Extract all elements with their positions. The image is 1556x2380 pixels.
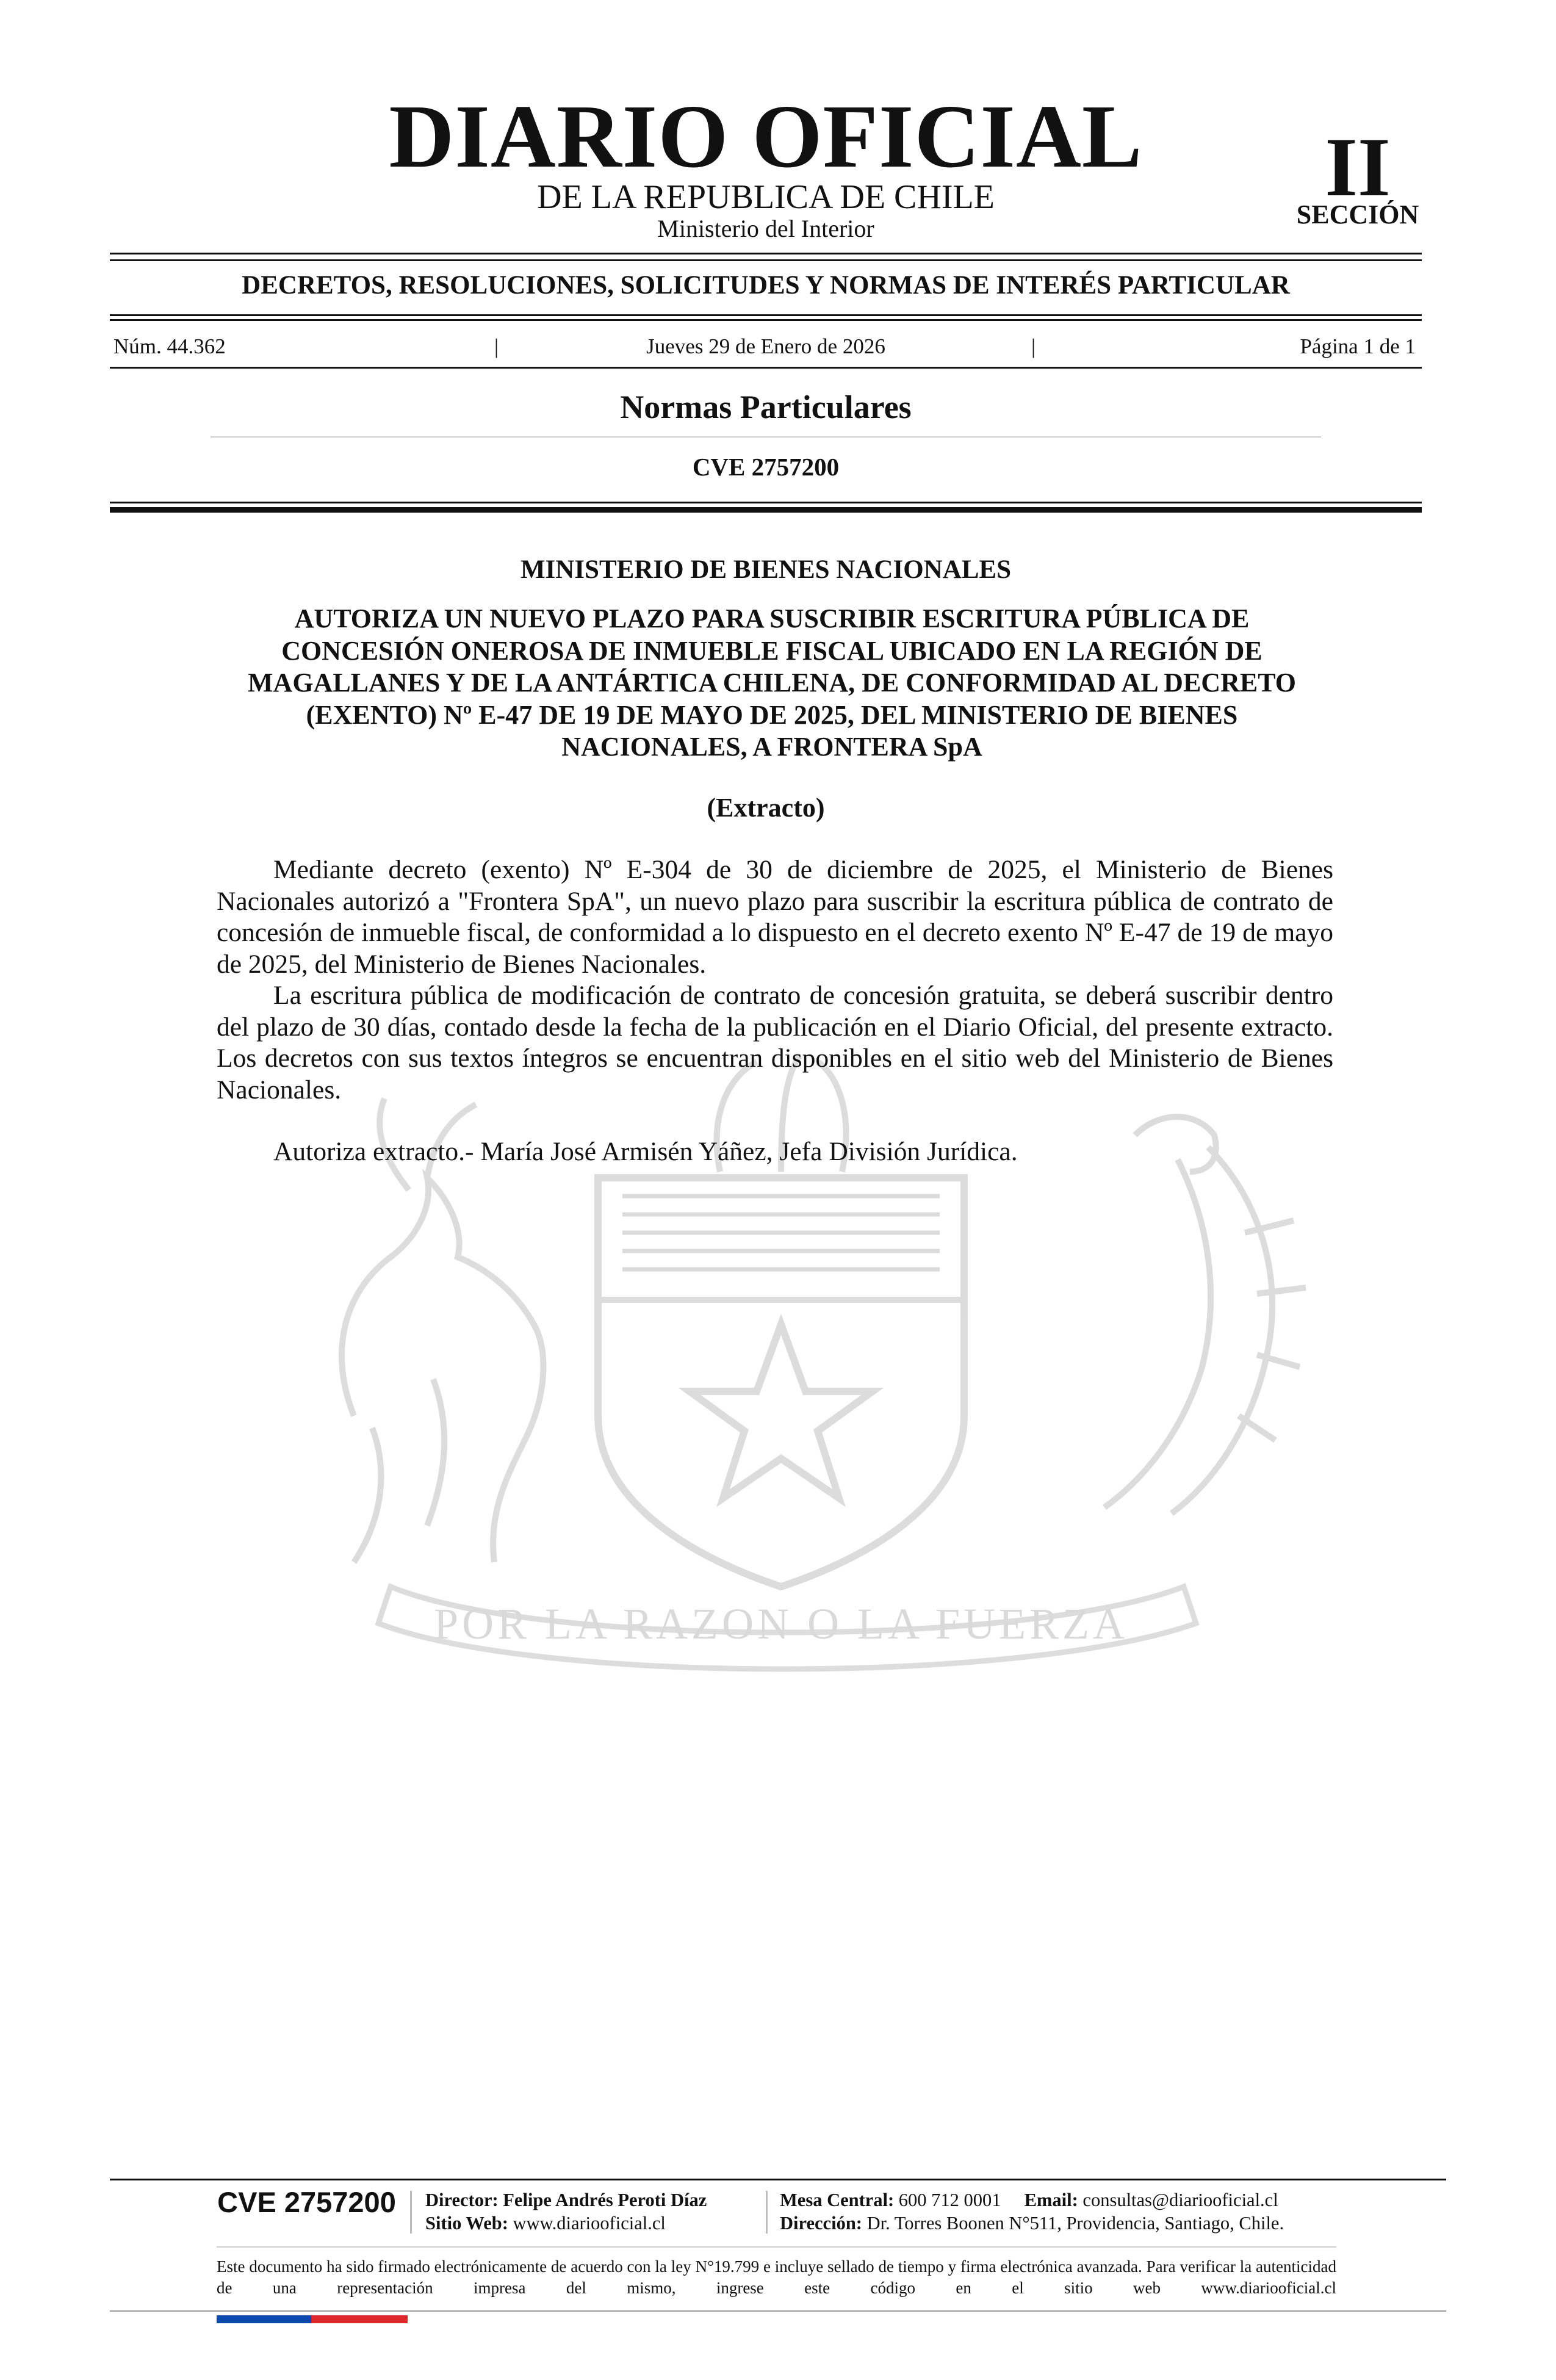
director-name: Felipe Andrés Peroti Díaz [503,2190,707,2210]
meta-separator: | [494,334,499,358]
document-title: AUTORIZA UN NUEVO PLAZO PARA SUSCRIBIR ESCRITURA PÚBLICA DE CONCESIÓN ONEROSA DE INMUEBLE FISCAL UBICADO EN LA REGIÓN DE MAGALLANES Y DE LA ANTÁRTICA CHILENA, DE CONFORMIDAD AL DECRETO (EXENTO) Nº E-47 DE 19 DE MAYO DE 2025, DEL MINISTERIO DE BIENES NACIONALES, A FRONTERA SpA [248,604,1296,762]
extract-label: (Extracto) [707,793,825,823]
section-title: Normas Particulares [620,389,912,425]
masthead-title: DIARIO OFICIAL [389,87,1143,187]
issue-meta-row [110,334,1422,359]
footer-website [425,2212,666,2235]
flag-stripe-red [311,2315,408,2323]
signature-line: Autoriza extracto.- María José Armisén Yáñez, Jefa División Jurídica. [273,1137,1018,1166]
website-label: Sitio Web: [425,2213,508,2234]
footer-address [780,2212,1284,2235]
issue-date: Jueves 29 de Enero de 2026 [646,334,885,358]
banner-rule-top [110,314,1422,316]
address-label: Dirección: [780,2213,862,2234]
footer-contact [780,2188,1278,2212]
masthead-rule-top [110,253,1422,254]
website-link[interactable]: www.diariooficial.cl [513,2213,666,2234]
issue-number: Núm. 44.362 [113,334,226,358]
flag-stripe-blue [217,2315,311,2323]
header-rule-thin [110,502,1422,503]
motto-text: POR LA RAZON O LA FUERZA [433,1599,1129,1648]
footer-rule-mid [217,2246,1336,2248]
footer-rule-top [110,2179,1446,2180]
banner-rule-bottom [110,319,1422,321]
meta-rule [110,367,1422,369]
phone-number: 600 712 0001 [898,2190,1001,2210]
masthead-subtitle: DE LA REPUBLICA DE CHILE [537,178,995,216]
header-rule-thick [110,507,1422,513]
footer-director [425,2188,707,2212]
footer-divider [410,2191,412,2234]
footer-cve-code: CVE 2757200 [217,2186,396,2218]
phone-label: Mesa Central: [780,2190,895,2210]
cve-code: CVE 2757200 [692,453,840,481]
email-label: Email: [1024,2190,1078,2210]
footer-rule-bottom [110,2310,1446,2312]
section-banner: DECRETOS, RESOLUCIONES, SOLICITUDES Y NORMAS DE INTERÉS PARTICULAR [242,271,1290,300]
address-text: Dr. Torres Boonen N°511, Providencia, Santiago, Chile. [866,2213,1284,2234]
section-label: SECCIÓN [1296,200,1419,229]
page-indicator: Página 1 de 1 [1300,334,1416,358]
section-title-rule [211,436,1321,438]
masthead-ministry: Ministerio del Interior [657,215,874,242]
meta-separator: | [1031,334,1036,358]
section-number: II [1325,120,1391,214]
footer-divider [766,2191,768,2234]
ministry-heading: MINISTERIO DE BIENES NACIONALES [520,555,1012,584]
body-paragraph: La escritura pública de modificación de contrato de concesión gratuita, se deberá suscribir dentro del plazo de 30 días, contado desde la fecha de la publicación en el Diario Oficial, del presente extracto. Los decretos con sus textos íntegros se encuentran disponibles en el sitio web del Ministerio de Bienes Nacionales. [217,981,1333,1105]
footer-legal-notice: Este documento ha sido firmado electrónicamente de acuerdo con la ley N°19.799 e incluye sellado de tiempo y firma electrónica avanzada. Para verificar la autenticidad de una representación impresa del mismo, ingrese este código en el sitio web www.diariooficial.cl [217,2257,1336,2297]
body-paragraph: Mediante decreto (exento) Nº E-304 de 30 de diciembre de 2025, el Ministerio de Bienes Nacionales autorizó a "Frontera SpA", un nuevo plazo para suscribir la escritura pública de contrato de concesión de inmueble fiscal, de conformidad a lo dispuesto en el decreto exento Nº E-47 de 19 de mayo de 2025, del Ministerio de Bienes Nacionales. [217,855,1333,979]
director-label: Director: [425,2190,499,2210]
email-link[interactable]: consultas@diariooficial.cl [1082,2190,1278,2210]
masthead-rule-bottom [110,259,1422,261]
